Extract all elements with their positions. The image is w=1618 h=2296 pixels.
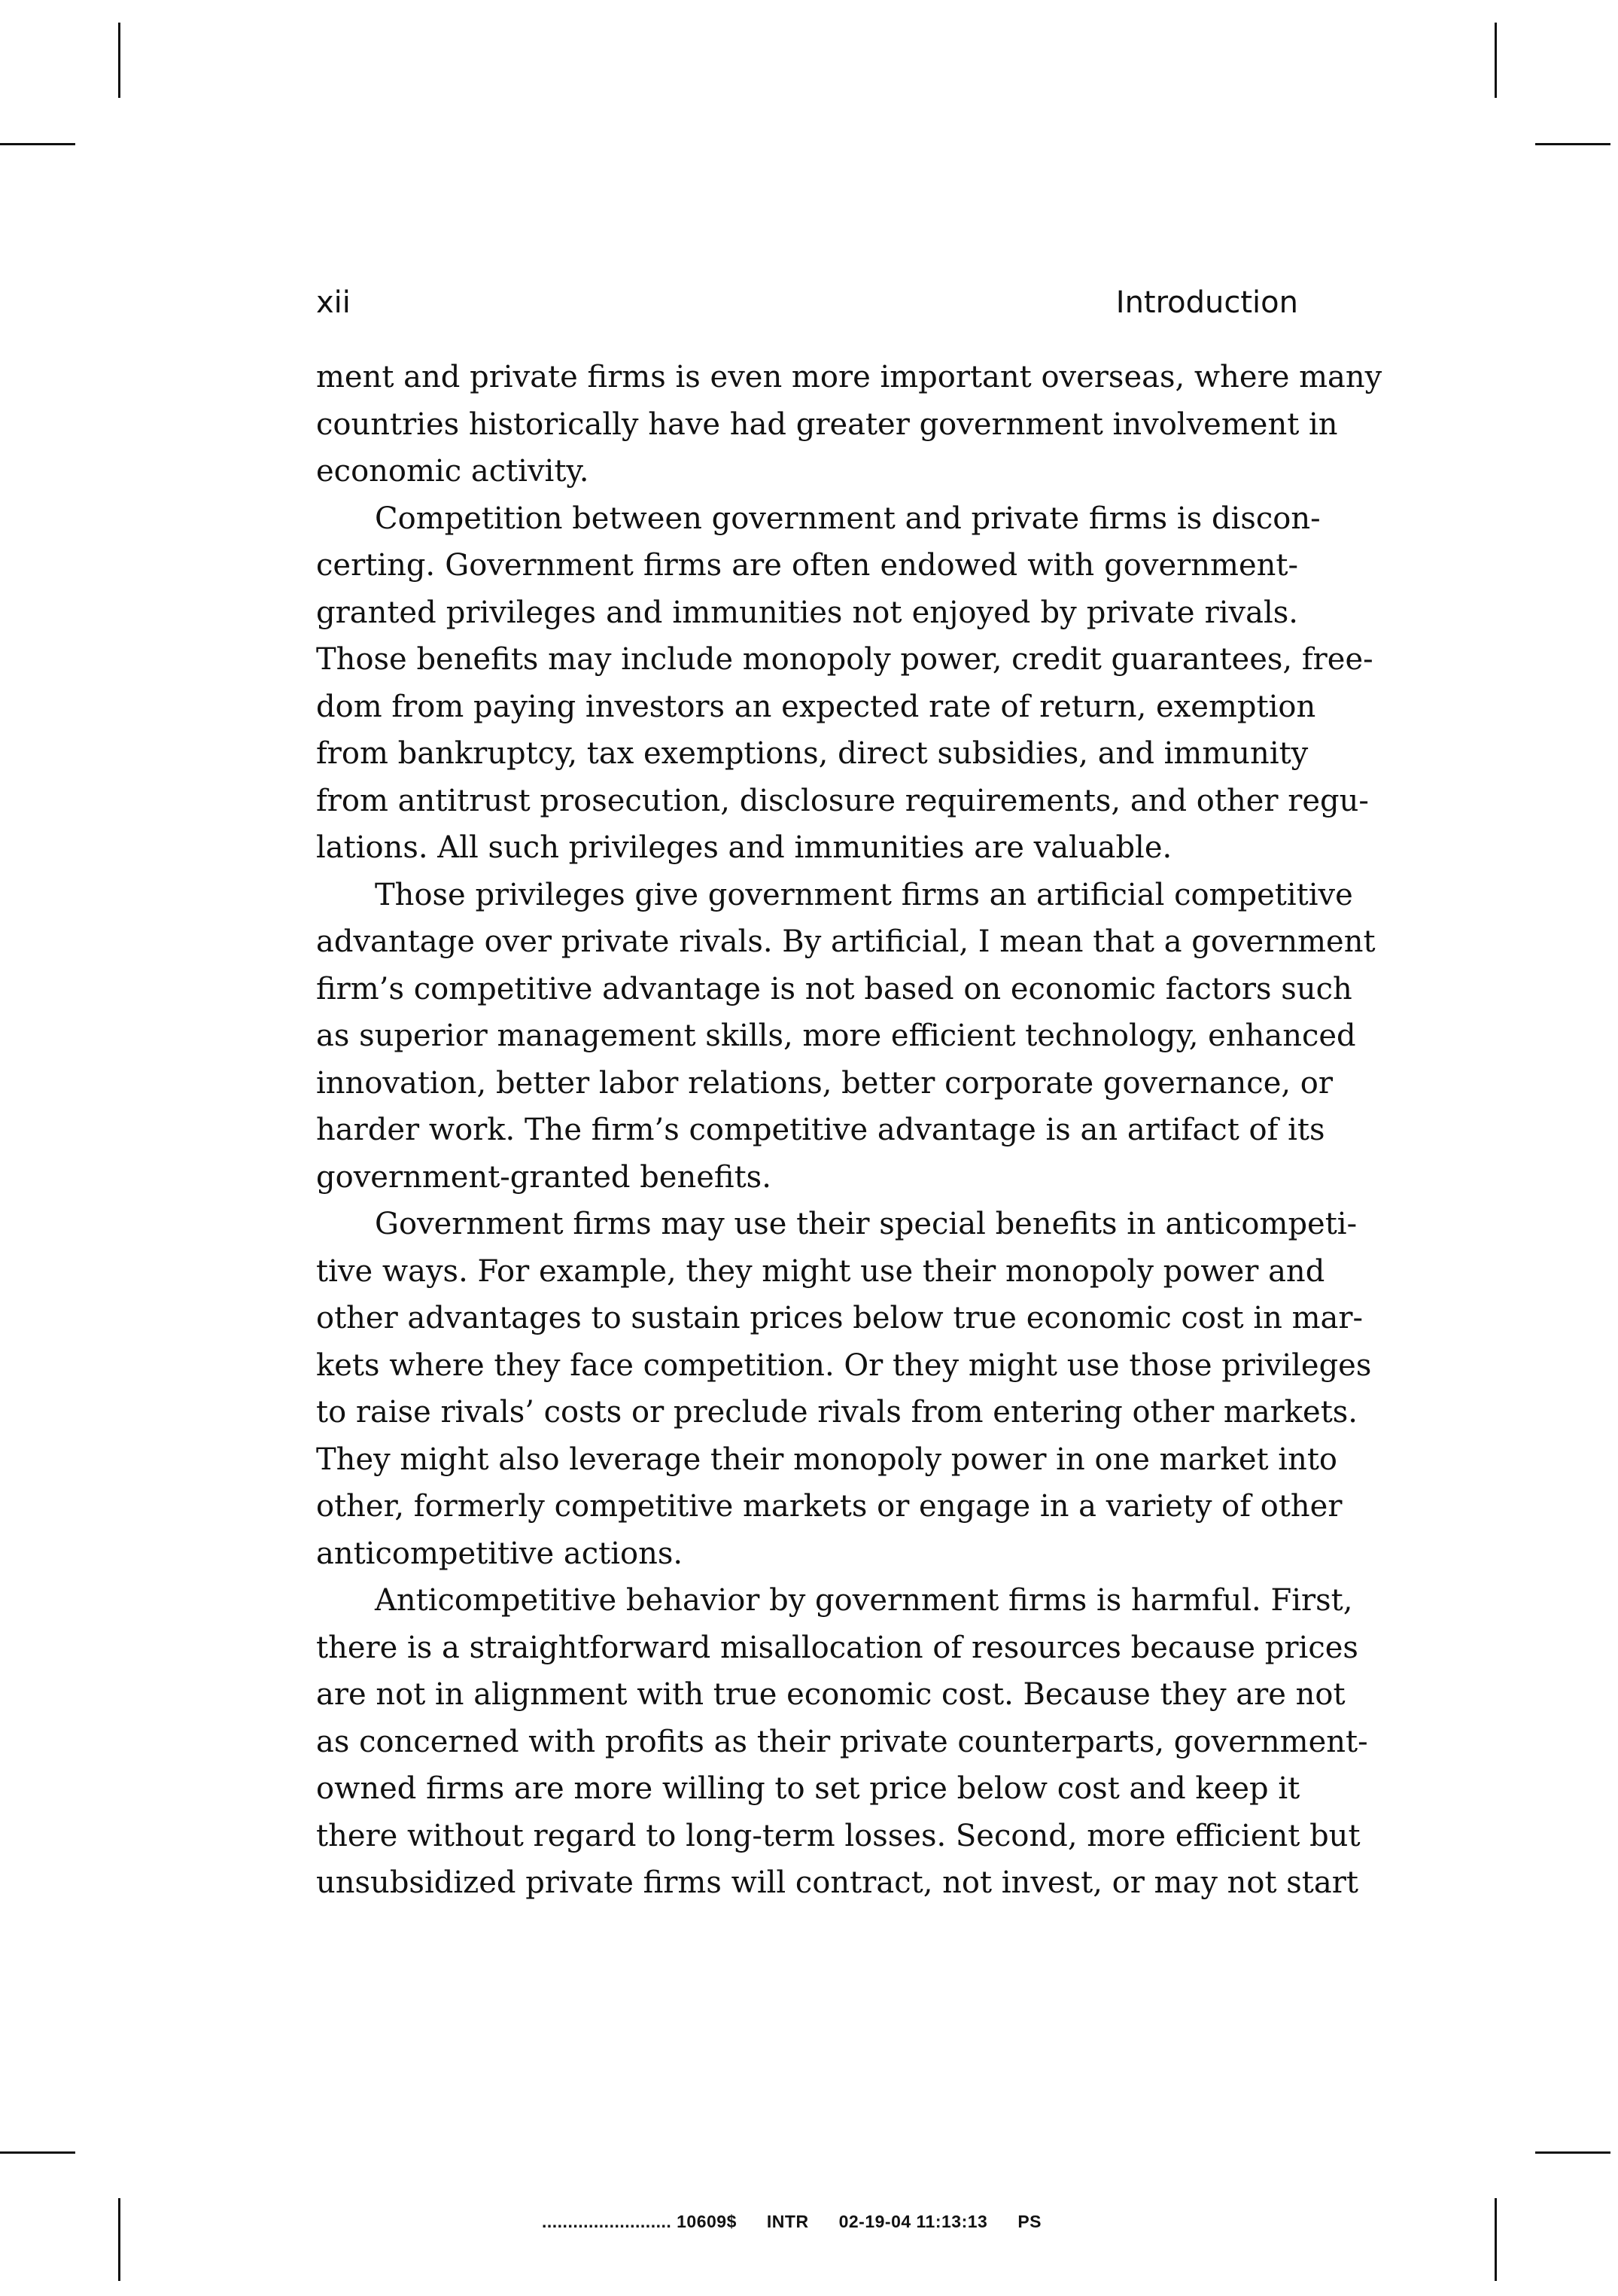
text-line: advantage over private rivals. By artificial, I mean that a government xyxy=(316,924,1376,959)
text-line: are not in alignment with true economic cost. Because they are not xyxy=(316,1677,1346,1712)
crop-mark-top-left-horizontal xyxy=(0,143,75,145)
text-line: ment and private firms is even more important overseas, where many xyxy=(316,360,1382,394)
text-line: tive ways. For example, they might use their monopoly power and xyxy=(316,1253,1325,1289)
paragraph xyxy=(316,1201,1372,1577)
text-line: certing. Government firms are often endowed with government- xyxy=(316,548,1298,583)
running-head xyxy=(316,280,1298,325)
slug-timestamp: 02-19-04 11:13:13 xyxy=(838,2212,988,2231)
paragraph xyxy=(316,495,1373,872)
text-line: to raise rivals’ costs or preclude rivals from entering other markets. xyxy=(316,1395,1358,1430)
paragraph xyxy=(316,354,1382,495)
text-line: from antitrust prosecution, disclosure requirements, and other regu- xyxy=(316,783,1369,818)
text-line: Government firms may use their special benefits in anticompeti- xyxy=(375,1207,1358,1241)
printer-slug xyxy=(542,2212,1072,2232)
text-line: lations. All such privileges and immunities are valuable. xyxy=(316,830,1172,865)
text-line: countries historically have had greater government involvement in xyxy=(316,407,1338,442)
chapter-title: Introduction xyxy=(1115,285,1298,320)
text-line: there without regard to long-term losses. Second, more efficient but xyxy=(316,1818,1361,1853)
text-line: there is a straightforward misallocation of resources because prices xyxy=(316,1630,1358,1665)
text-line: from bankruptcy, tax exemptions, direct subsidies, and immunity xyxy=(316,736,1309,771)
crop-mark-bottom-right-vertical xyxy=(1495,2198,1497,2281)
crop-mark-top-left-vertical xyxy=(118,23,120,98)
text-line: government-granted benefits. xyxy=(316,1159,771,1195)
slug-type: PS xyxy=(1017,2212,1042,2231)
text-line: unsubsidized private firms will contract, not invest, or may not start xyxy=(316,1865,1358,1900)
page-number: xii xyxy=(316,285,351,320)
text-line: owned firms are more willing to set price below cost and keep it xyxy=(316,1771,1300,1806)
text-line: harder work. The firm’s competitive advantage is an artifact of its xyxy=(316,1113,1325,1147)
text-line: Those benefits may include monopoly power, credit guarantees, free- xyxy=(316,642,1373,677)
crop-mark-top-right-horizontal xyxy=(1535,143,1610,145)
text-line: as superior management skills, more efficient technology, enhanced xyxy=(316,1019,1356,1053)
body-text xyxy=(316,354,1382,1907)
text-line: dom from paying investors an expected rate of return, exemption xyxy=(316,689,1316,724)
text-line: They might also leverage their monopoly power in one market into xyxy=(316,1442,1337,1477)
text-line: anticompetitive actions. xyxy=(316,1536,683,1571)
paragraph xyxy=(316,872,1376,1201)
text-line: Competition between government and private firms is discon- xyxy=(375,501,1321,536)
crop-mark-bottom-right-horizontal xyxy=(1535,2151,1610,2154)
paragraph xyxy=(316,1577,1368,1907)
text-line: Anticompetitive behavior by government firms is harmful. First, xyxy=(375,1583,1353,1618)
text-line: innovation, better labor relations, better corporate governance, or xyxy=(316,1065,1333,1101)
slug-job-number: ......................... 10609$ xyxy=(542,2212,737,2231)
text-line: firm’s competitive advantage is not based on economic factors such xyxy=(316,971,1352,1006)
slug-section: INTR xyxy=(766,2212,809,2231)
text-line: economic activity. xyxy=(316,454,589,489)
crop-mark-top-right-vertical xyxy=(1495,23,1497,98)
text-line: other, formerly competitive markets or engage in a variety of other xyxy=(316,1489,1343,1524)
text-line: kets where they face competition. Or they might use those privileges xyxy=(316,1347,1372,1383)
crop-mark-bottom-left-vertical xyxy=(118,2198,120,2281)
text-line: as concerned with profits as their private counterparts, government- xyxy=(316,1724,1368,1759)
text-line: Those privileges give government firms an artificial competitive xyxy=(375,877,1353,912)
text-line: other advantages to sustain prices below true economic cost in mar- xyxy=(316,1301,1364,1335)
text-line: granted privileges and immunities not enjoyed by private rivals. xyxy=(316,595,1298,630)
crop-mark-bottom-left-horizontal xyxy=(0,2151,75,2154)
